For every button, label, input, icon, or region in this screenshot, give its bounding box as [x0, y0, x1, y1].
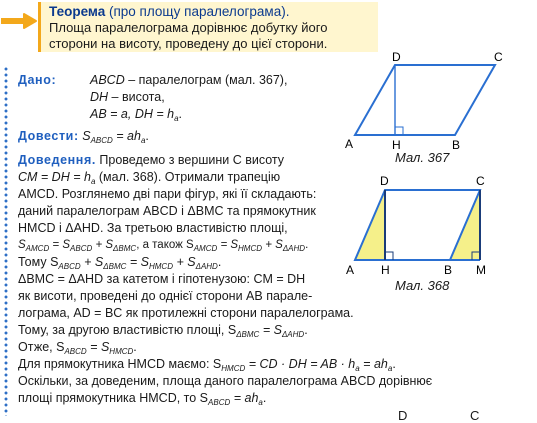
given-line-2: DH – висота,: [90, 90, 165, 104]
label-b: B: [452, 138, 461, 152]
figure-368: [340, 172, 535, 282]
theorem-subtitle: (про площу паралелограма).: [105, 4, 290, 19]
prove-label: Довести:: [18, 129, 79, 143]
label-h-368: H: [381, 263, 390, 277]
label-b-368: B: [444, 263, 453, 277]
theorem-heading: [49, 4, 378, 20]
proof-line-9: як висоти, проведені до однієї сторони AB паралe-: [18, 289, 313, 303]
label-h: H: [392, 138, 401, 152]
orange-arrow-icon: [0, 8, 38, 34]
label-d: D: [392, 50, 401, 64]
proof-line-5: HMCD і ΔAHD. За третьою властивістю площі,: [18, 221, 288, 235]
proof-line-11: Тому, за другою властивістю площі, $S_{\Delta BMC} = S_{\Delta AHD}$.: [18, 323, 308, 339]
caption-368: Мал. 368: [395, 278, 450, 293]
proof-line-4: даний паралелограм ABCD і ΔBMC та прямокутник: [18, 204, 316, 218]
label-m-368: M: [476, 263, 486, 277]
label-a-368: A: [346, 263, 355, 277]
proof-line-7: Тому $S_{ABCD} + S_{\Delta BMC} = S_{HMCD} + S_{\Delta AHD}$.: [18, 255, 222, 271]
prove-line: Довести: $S_{ABCD} = ah_a$.: [18, 129, 149, 145]
proof-line-3: AMCD. Розглянемо дві пари фігур, які її складають:: [18, 187, 317, 201]
bottom-label-c: C: [470, 408, 480, 423]
given-line-1: ABCD – паралелограм (мал. 367),: [90, 73, 288, 87]
theorem-text-line-2: сторони на висоту, проведену до цієї сторони.: [49, 36, 328, 51]
proof-line-12: Отже, $S_{ABCD} = S_{HMCD}$.: [18, 340, 137, 356]
bottom-label-d: D: [398, 408, 408, 423]
proof-line-15: площі прямокутника HMCD, то $S_{ABCD} = ah_a$.: [18, 391, 267, 407]
proof-line-14: Оскільки, за доведеним, площа даного паралелограма ABCD дорівнює: [18, 374, 433, 388]
given-label: Дано:: [18, 73, 57, 87]
theorem-title: Теорема: [49, 4, 106, 19]
right-angle-mark-h: [385, 252, 393, 260]
figure-367: [340, 50, 530, 160]
label-d-368: D: [380, 174, 389, 188]
proof-line-6: $S_{AMCD} = S_{ABCD} + S_{\Delta BMC}$, а також $S_{AMCD} = S_{HMCD} + S_{\Delta AHD}$.: [18, 239, 309, 253]
caption-367: Мал. 367: [395, 150, 450, 165]
proof-line-8: ΔBMC = ΔAHD за катетом і гіпотенузою: CM = DH: [18, 272, 306, 286]
label-c-368: C: [476, 174, 485, 188]
theorem-text-line-1: Площа паралелограма дорівнює добутку його: [49, 20, 328, 35]
margin-dots: [4, 66, 8, 416]
label-a: A: [345, 137, 354, 151]
proof-line-2: CM = DH = $h_a$ (мал. 368). Отримали трапецію: [18, 170, 281, 186]
proof-label: Доведення.: [18, 153, 96, 167]
proof-line-10: лограма, AD = BC як протилежні сторони паралелограма.: [18, 306, 354, 320]
given-line-3: AB = a, DH = $h_a$.: [90, 107, 183, 123]
label-c: C: [494, 50, 503, 64]
proof-line-13: Для прямокутника HMCD маємо: $S_{HMCD}$ = CD · DH = AB · $h_a = ah_a$.: [18, 357, 396, 373]
parallelogram-abcd: [355, 65, 495, 135]
proof-line-1: Доведення. Проведемо з вершини C висоту: [18, 153, 285, 167]
theorem-box: [38, 2, 378, 52]
right-angle-mark: [395, 127, 403, 135]
